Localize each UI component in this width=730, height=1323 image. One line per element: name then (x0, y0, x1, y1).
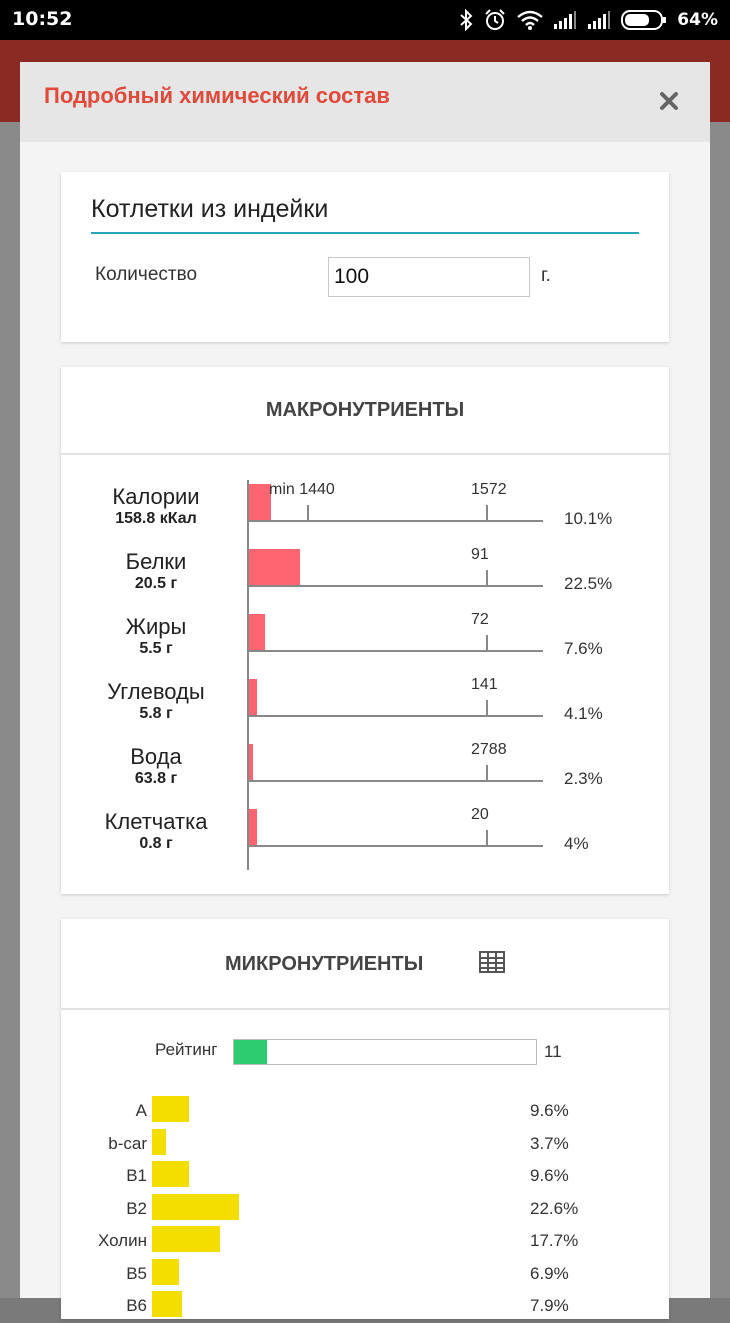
macro-tick-label: 1572 (471, 481, 507, 498)
micronutrients-card (61, 919, 669, 1319)
micro-name: Холин (97, 1231, 147, 1250)
micro-row (61, 1129, 669, 1161)
micro-percent: 17.7% (530, 1231, 579, 1250)
macro-value: 20.5 г (134, 575, 178, 592)
macro-name: Углеводы (107, 679, 205, 704)
macro-tick (486, 700, 488, 716)
quantity-label: Количество (95, 264, 198, 285)
close-button[interactable] (654, 86, 684, 116)
macro-value: 63.8 г (134, 770, 178, 787)
macro-tick-label: 141 (471, 676, 498, 693)
macro-tick (486, 635, 488, 651)
macro-percent: 4.1% (564, 704, 603, 723)
macronutrients-axis (247, 480, 249, 870)
macro-value: 5.8 г (139, 705, 173, 722)
micro-bar (152, 1291, 182, 1317)
macro-tick (486, 570, 488, 586)
micro-percent: 7.9% (530, 1296, 569, 1315)
quantity-input[interactable] (328, 257, 530, 297)
micro-bar (152, 1259, 179, 1285)
macronutrients-card (61, 367, 669, 894)
macro-percent: 2.3% (564, 769, 603, 788)
food-card (61, 172, 669, 342)
status-time: 10:52 (12, 8, 73, 30)
macro-bar (248, 679, 257, 715)
macro-name: Калории (112, 484, 200, 509)
table-icon[interactable] (479, 951, 505, 973)
rating-value: 11 (544, 1042, 562, 1061)
macro-value: 0.8 г (139, 835, 173, 852)
rating-bar (233, 1039, 537, 1065)
dialog-header (20, 62, 710, 142)
micro-row (61, 1096, 669, 1128)
micro-bar (152, 1161, 189, 1187)
micro-bar (152, 1096, 189, 1122)
battery-icon (621, 9, 667, 31)
macro-row (61, 544, 669, 609)
macro-row (61, 804, 669, 869)
macro-row (61, 739, 669, 804)
macro-baseline (248, 715, 543, 717)
macronutrients-divider (61, 453, 669, 455)
micronutrients-divider (61, 1008, 669, 1010)
micro-row (61, 1161, 669, 1193)
macronutrients-title: МАКРОНУТРИЕНТЫ (265, 399, 465, 421)
macro-tick (307, 505, 309, 521)
micro-row (61, 1259, 669, 1291)
rating-bar-fill (234, 1040, 267, 1064)
micro-percent: 22.6% (530, 1198, 579, 1218)
macro-name: Клетчатка (104, 809, 208, 834)
macro-bar (248, 484, 271, 520)
macro-baseline (248, 520, 543, 522)
micro-bar (152, 1129, 166, 1155)
macro-baseline (248, 650, 543, 652)
alarm-icon (483, 8, 507, 32)
chemical-composition-dialog (20, 62, 710, 1315)
battery-percent: 64% (677, 10, 718, 30)
macro-tick-label: 91 (471, 546, 489, 563)
quantity-unit: г. (541, 265, 551, 286)
food-name-field[interactable]: Котлетки из индейки (91, 192, 639, 234)
macro-tick (486, 505, 488, 521)
status-bar (0, 0, 730, 40)
macro-baseline (248, 780, 543, 782)
macro-tick-label: 20 (471, 806, 489, 823)
macro-percent: 10.1% (564, 509, 613, 528)
micro-percent: 9.6% (530, 1101, 569, 1120)
macro-percent: 4% (564, 834, 589, 853)
micro-row (61, 1194, 669, 1226)
macro-tick-label: 72 (471, 611, 489, 628)
macro-row (61, 609, 669, 674)
macro-name: Белки (125, 549, 187, 574)
micro-name: B1 (126, 1166, 147, 1185)
close-icon[interactable] (660, 92, 678, 110)
macro-bar (248, 549, 300, 585)
micronutrients-title: МИКРОНУТРИЕНТЫ (225, 953, 424, 975)
macro-tick (486, 830, 488, 846)
micro-name: A (135, 1101, 147, 1120)
wifi-icon (517, 10, 543, 30)
status-icons (459, 6, 718, 34)
macro-name: Жиры (125, 614, 187, 639)
rating-label: Рейтинг (155, 1040, 218, 1059)
signal-icon (587, 10, 611, 30)
dialog-title: Подробный химический состав (44, 83, 390, 108)
macro-bar (248, 809, 257, 845)
macro-tick-label: min 1440 (269, 481, 335, 498)
macro-baseline (248, 585, 543, 587)
macro-name: Вода (130, 744, 182, 769)
micro-name: b-car (108, 1133, 147, 1153)
macro-bar (248, 614, 265, 650)
micro-name: B6 (126, 1296, 147, 1315)
bluetooth-icon (459, 9, 473, 31)
micro-percent: 9.6% (530, 1166, 569, 1185)
micro-percent: 3.7% (530, 1133, 569, 1153)
macro-tick-label: 2788 (471, 741, 507, 758)
micro-name: B2 (126, 1198, 147, 1218)
macro-value: 5.5 г (139, 640, 173, 657)
micro-row (61, 1226, 669, 1258)
macro-row (61, 479, 669, 544)
macro-tick (486, 765, 488, 781)
micro-bar (152, 1226, 220, 1252)
macro-value: 158.8 кКал (115, 510, 197, 527)
micro-name: B5 (126, 1263, 147, 1283)
macro-baseline (248, 845, 543, 847)
macro-percent: 7.6% (564, 639, 603, 658)
signal-icon (553, 10, 577, 30)
micro-row (61, 1291, 669, 1323)
micro-bar (152, 1194, 239, 1220)
micro-percent: 6.9% (530, 1263, 569, 1283)
macro-row (61, 674, 669, 739)
macro-percent: 22.5% (564, 574, 613, 593)
